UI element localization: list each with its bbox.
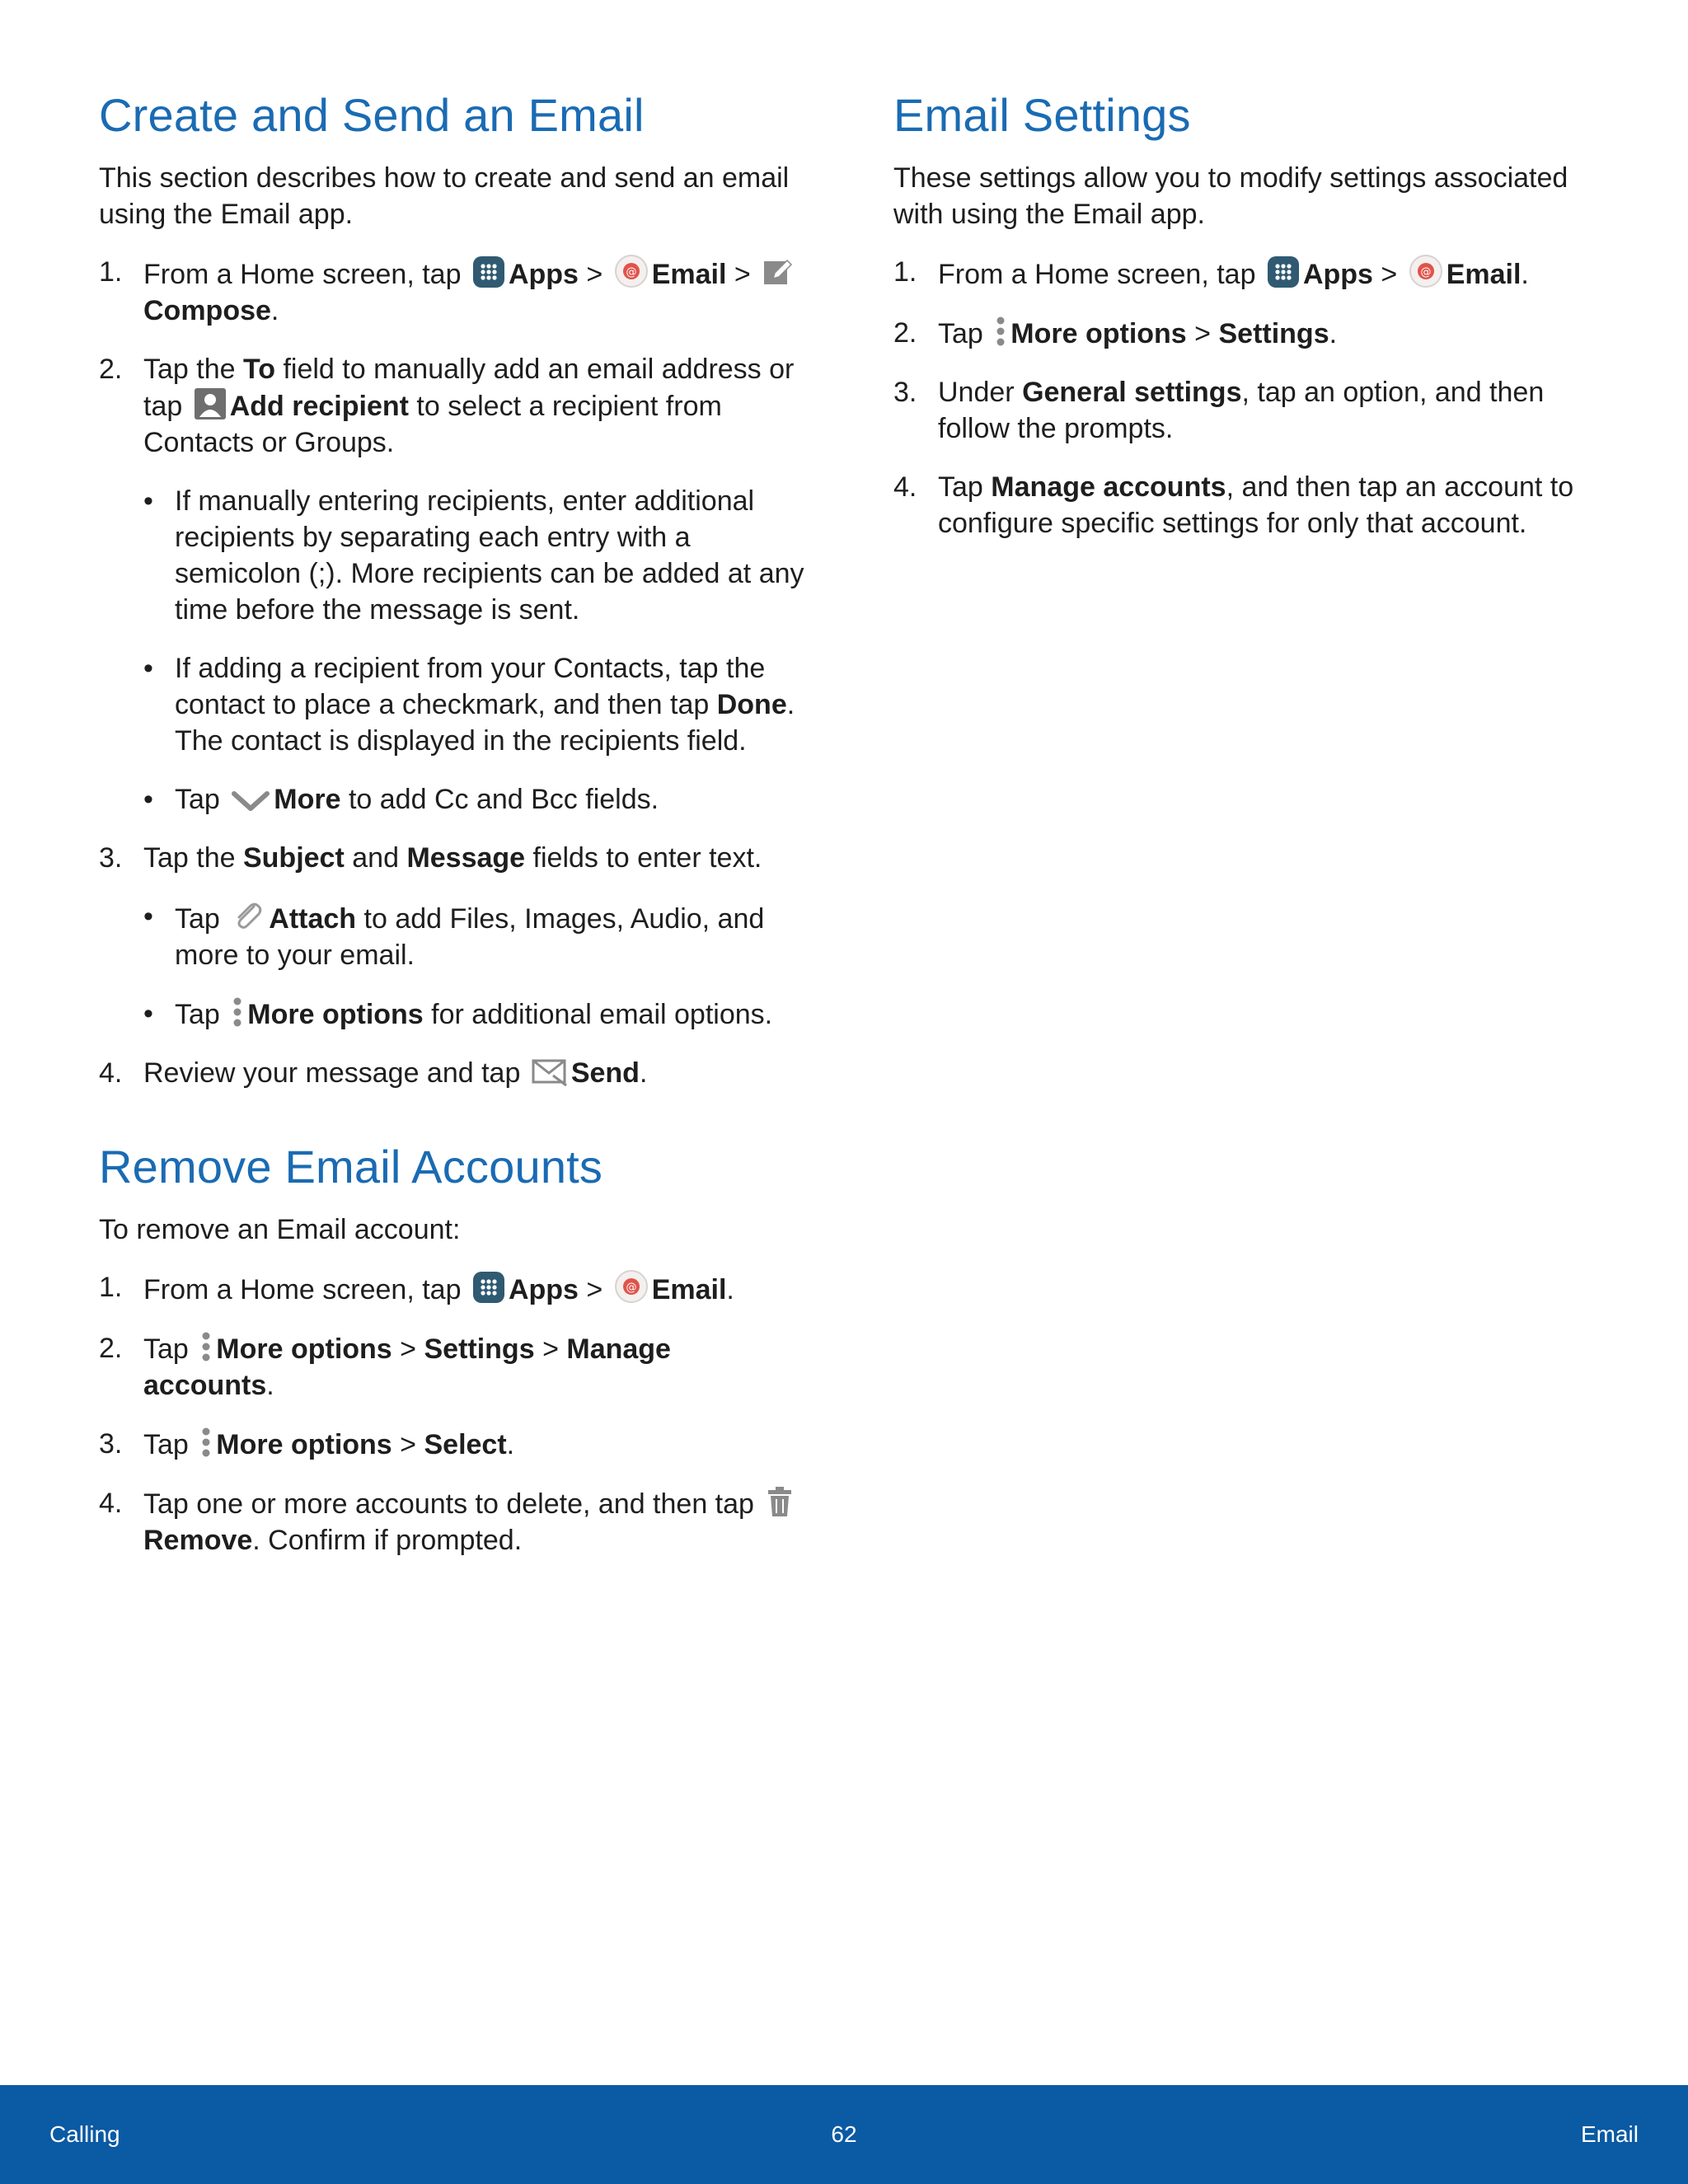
step-3: 3. Tap the Subject and Message fields to enter text. • Tap Attach to add Files, Images, Audio, and more to your email. • Tap More options for additional email options. (99, 840, 808, 1033)
step-number: 2. (99, 354, 123, 385)
send-icon (532, 1057, 568, 1087)
section-remove-accounts (99, 1134, 808, 1558)
email-app-icon (614, 254, 649, 288)
step-number: 4. (99, 1488, 123, 1519)
step-2: 2. Tap More options > Settings > Manage accounts. (99, 1330, 808, 1404)
add-recipient-icon (194, 387, 227, 420)
step-number: 1. (99, 1272, 123, 1303)
section-create-send (99, 82, 808, 1091)
step-number: 3. (99, 842, 123, 874)
step-number: 2. (893, 317, 917, 349)
more-options-icon (231, 996, 244, 1029)
step-2: 2. Tap More options > Settings. (893, 315, 1602, 352)
step-3-bullets (143, 898, 808, 1033)
section-intro: To remove an Email account: (99, 1214, 461, 1245)
paperclip-icon (231, 898, 265, 933)
page-number: 62 (831, 2121, 857, 2147)
email-app-icon (614, 1269, 649, 1304)
page-footer (0, 2085, 1688, 2184)
step-number: 4. (99, 1057, 123, 1089)
apps-icon (472, 255, 505, 288)
right-column (893, 82, 1602, 564)
step-1: 1. From a Home screen, tap Apps > @ Email > Compose. (99, 254, 808, 329)
section-intro: This section describes how to create and send an email using the Email app. (99, 162, 790, 230)
step-number: 1. (893, 256, 917, 288)
section-title: Create and Send an Email (99, 89, 645, 141)
bullet-item: • If manually entering recipients, enter additional recipients by separating each entry with a semicolon (;). More recipients can be added at any time before the message is sent. (143, 483, 808, 628)
svg-text:@: @ (1420, 266, 1432, 279)
step-3: 3. Under General settings, tap an option, and then follow the prompts. (893, 374, 1602, 447)
step-4: 4. Review your message and tap Send. (99, 1055, 808, 1091)
footer-chapter[interactable]: Email (1580, 2121, 1639, 2147)
compose-icon (762, 255, 795, 288)
more-options-icon (199, 1330, 213, 1363)
bullet-item: • Tap More to add Cc and Bcc fields. (143, 781, 808, 818)
step-number: 3. (893, 377, 917, 408)
steps-list (99, 254, 808, 1091)
apps-icon (1267, 255, 1300, 288)
svg-text:@: @ (626, 266, 637, 279)
section-intro: These settings allow you to modify settings associated with using the Email app. (893, 162, 1568, 230)
step-1: 1. From a Home screen, tap Apps > @ Email. (99, 1269, 808, 1308)
step-4: 4. Tap Manage accounts, and then tap an account to configure specific settings for only that account. (893, 469, 1602, 541)
step-number: 2. (99, 1333, 123, 1364)
section-title: Remove Email Accounts (99, 1141, 603, 1193)
section-title: Email Settings (893, 89, 1191, 141)
step-number: 4. (893, 471, 917, 503)
bullet-item: • Tap More options for additional email options. (143, 996, 808, 1033)
more-options-icon (994, 315, 1007, 348)
step-4: 4. Tap one or more accounts to delete, and then tap Remove. Confirm if prompted. (99, 1485, 808, 1558)
step-number: 1. (99, 256, 123, 288)
trash-icon (765, 1485, 795, 1518)
step-2-bullets (143, 483, 808, 818)
step-1: 1. From a Home screen, tap Apps > @ Email. (893, 254, 1602, 293)
chevron-down-icon (231, 787, 270, 813)
apps-icon (472, 1271, 505, 1304)
bullet-item: • Tap Attach to add Files, Images, Audio, and more to your email. (143, 898, 808, 973)
bullet-item: • If adding a recipient from your Contacts, tap the contact to place a checkmark, and then tap Done. The contact is displayed in the recipients field. (143, 650, 808, 759)
more-options-icon (199, 1426, 213, 1459)
step-number: 3. (99, 1428, 123, 1460)
steps-list (893, 254, 1602, 541)
svg-text:@: @ (626, 1282, 637, 1294)
footer-prev-chapter[interactable]: Calling (49, 2121, 120, 2147)
email-app-icon (1409, 254, 1443, 288)
steps-list (99, 1269, 808, 1558)
left-column (99, 82, 808, 1581)
section-email-settings (893, 82, 1602, 541)
step-2: 2. Tap the To field to manually add an email address or tap Add recipient to select a recipient from Contacts or Groups. • If manually entering recipients, enter additional recipients by separating each entry with a semicolon (;). More recipients can be added at any time before the message is sent. • If adding a recipient from your Contacts, tap the contact to place a checkmark, and then tap Done. The contact is displayed in the recipients field. • Tap More to add Cc and Bcc fields. (99, 351, 808, 818)
step-3: 3. Tap More options > Select. (99, 1426, 808, 1463)
